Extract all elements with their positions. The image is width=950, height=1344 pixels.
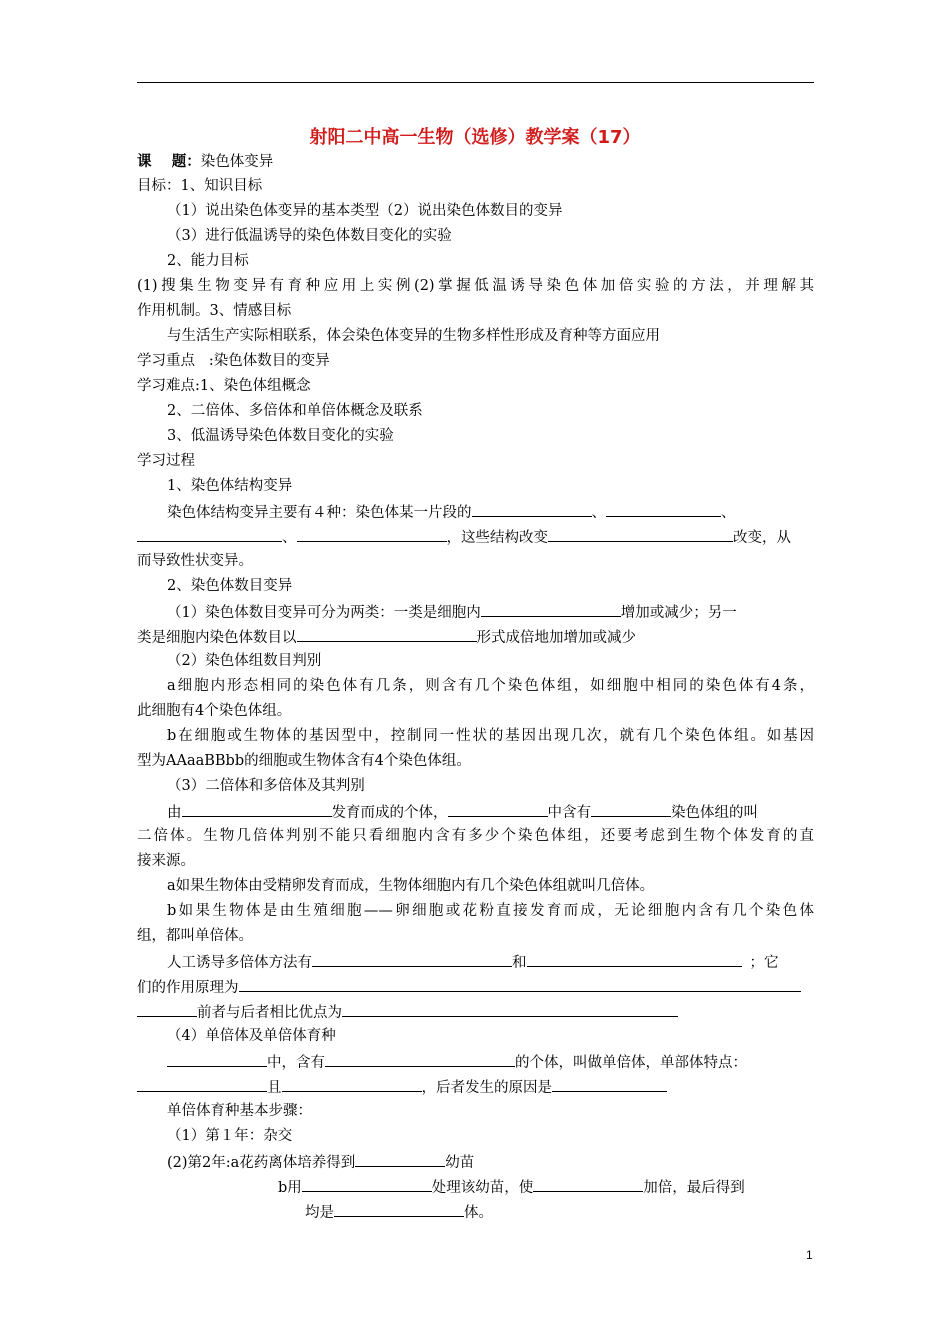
advantage-line: 前者与后者相比优点为 [137,1001,678,1023]
process-heading: 学习过程 [137,453,195,469]
fill-blank[interactable] [606,501,721,517]
difficulty-3: 3、低温诱导染色体数目变化的实验 [167,428,394,444]
fill-blank[interactable] [182,801,332,817]
rule-b-line-1: b在细胞或生物体的基因型中，控制同一性状的基因出现几次，就有几个染色体组。如基因 [167,728,814,744]
haploid-heading: （4）单倍体及单倍体育种 [167,1028,336,1044]
fill-blank[interactable] [137,526,282,542]
goals-label: 目标：1、知识目标 [137,178,263,194]
fill-blank[interactable] [472,501,592,517]
number-variation-line-2: 类是细胞内染色体数目以 形式成倍地加增加或减少 [137,626,636,648]
chromosome-set-heading: （2）染色体组数目判别 [167,653,322,669]
fill-blank[interactable] [548,526,733,542]
fill-blank[interactable] [167,1051,267,1067]
fill-blank[interactable] [325,1051,515,1067]
diploid-line-3: 接来源。 [137,853,195,869]
haploid-line-1: 中，含有 的个体，叫做单倍体，单部体特点： [167,1051,747,1073]
rule-b-line-2: 型为AAaaBBbb的细胞或生物体含有4个染色体组。 [137,753,471,769]
header-rule [137,82,814,83]
structure-variation-line-3: 而导致性状变异。 [137,553,253,569]
topic-label: 课 题： [137,154,201,170]
difficulty-2: 2、二倍体、多倍体和单倍体概念及联系 [167,403,423,419]
fill-blank[interactable] [239,976,801,992]
ability-label: 2、能力目标 [167,253,249,269]
section-1-heading: 1、染色体结构变异 [167,478,293,494]
principle-line: 们的作用原理为 [137,976,801,998]
diploid-line-2: 二倍体。生物几倍体判别不能只看细胞内含有多少个染色体组，还要考虑到生物个体发育的直 [137,828,814,844]
fill-blank[interactable] [137,1076,267,1092]
step-2a: (2)第2年:a花药离体培养得到 幼苗 [167,1151,474,1173]
fill-blank[interactable] [527,951,742,967]
fill-blank[interactable] [342,1001,678,1017]
fill-blank[interactable] [302,1176,432,1192]
page-title: 射阳二中高一生物（选修）教学案（17） [309,127,641,148]
polyploid-method-line: 人工诱导多倍体方法有 和 ；它 [167,951,779,973]
difficulty-1: 学习难点:1、染色体组概念 [137,378,311,394]
step-2b: b用 处理该幼苗，使 加倍，最后得到 [278,1176,745,1198]
goal-2: （3）进行低温诱导的染色体数目变化的实验 [167,228,452,244]
ability-1: (1)搜集生物变异有育种应用上实例(2)掌握低温诱导染色体加倍实验的方法，并理解其 [137,278,814,294]
fill-blank[interactable] [312,951,512,967]
goal-1: （1）说出染色体变异的基本类型（2）说出染色体数目的变异 [167,203,563,219]
fill-blank[interactable] [481,601,621,617]
fill-blank[interactable] [297,626,477,642]
number-variation-line-1: （1）染色体数目变异可分为两类：一类是细胞内 增加或减少；另一 [167,601,737,623]
haploid-line-2: 且 ，后者发生的原因是 [137,1076,667,1098]
emotion-goal: 与生活生产实际相联系，体会染色体变异的生物多样性形成及育种等方面应用 [167,328,660,344]
rule-a-line-2: 此细胞有4个染色体组。 [137,703,292,719]
fill-blank[interactable] [297,526,447,542]
rule-a-line-1: a细胞内形态相同的染色体有几条，则含有几个染色体组，如细胞中相同的染色体有4条， [167,678,814,694]
fill-blank[interactable] [334,1201,464,1217]
topic-value: 染色体变异 [200,154,274,170]
fill-blank[interactable] [591,801,671,817]
fill-blank[interactable] [355,1151,445,1167]
fill-blank[interactable] [448,801,548,817]
diploid-line-1: 由 发育而成的个体， 中含有 染色体组的叫 [167,801,758,823]
section-2-heading: 2、染色体数目变异 [167,578,293,594]
key-point: 学习重点 :染色体数目的变异 [137,353,330,369]
ability-2: 作用机制。3、情感目标 [137,303,292,319]
page-number: 1 [806,1248,813,1262]
structure-variation-line-2: 、 ，这些结构改变 改变，从 [137,526,791,548]
diploid-rule-b-line-2: 组，都叫单倍体。 [137,928,253,944]
breeding-steps-heading: 单倍体育种基本步骤： [167,1103,312,1119]
step-1: （1）第１年：杂交 [167,1128,293,1144]
diploid-rule-b-line-1: b如果生物体是由生殖细胞——卵细胞或花粉直接发育而成，无论细胞内含有几个染色体 [167,903,814,919]
diploid-rule-a: a如果生物体由受精卵发育而成，生物体细胞内有几个染色体组就叫几倍体。 [167,878,655,894]
diploid-heading: （3）二倍体和多倍体及其判别 [167,778,365,794]
fill-blank[interactable] [137,1001,197,1017]
step-2c: 均是 体。 [305,1201,493,1223]
fill-blank[interactable] [282,1076,422,1092]
fill-blank[interactable] [552,1076,667,1092]
structure-variation-line-1: 染色体结构变异主要有４种：染色体某一片段的 、 、 [167,501,736,523]
fill-blank[interactable] [533,1176,643,1192]
topic-line [137,152,273,172]
